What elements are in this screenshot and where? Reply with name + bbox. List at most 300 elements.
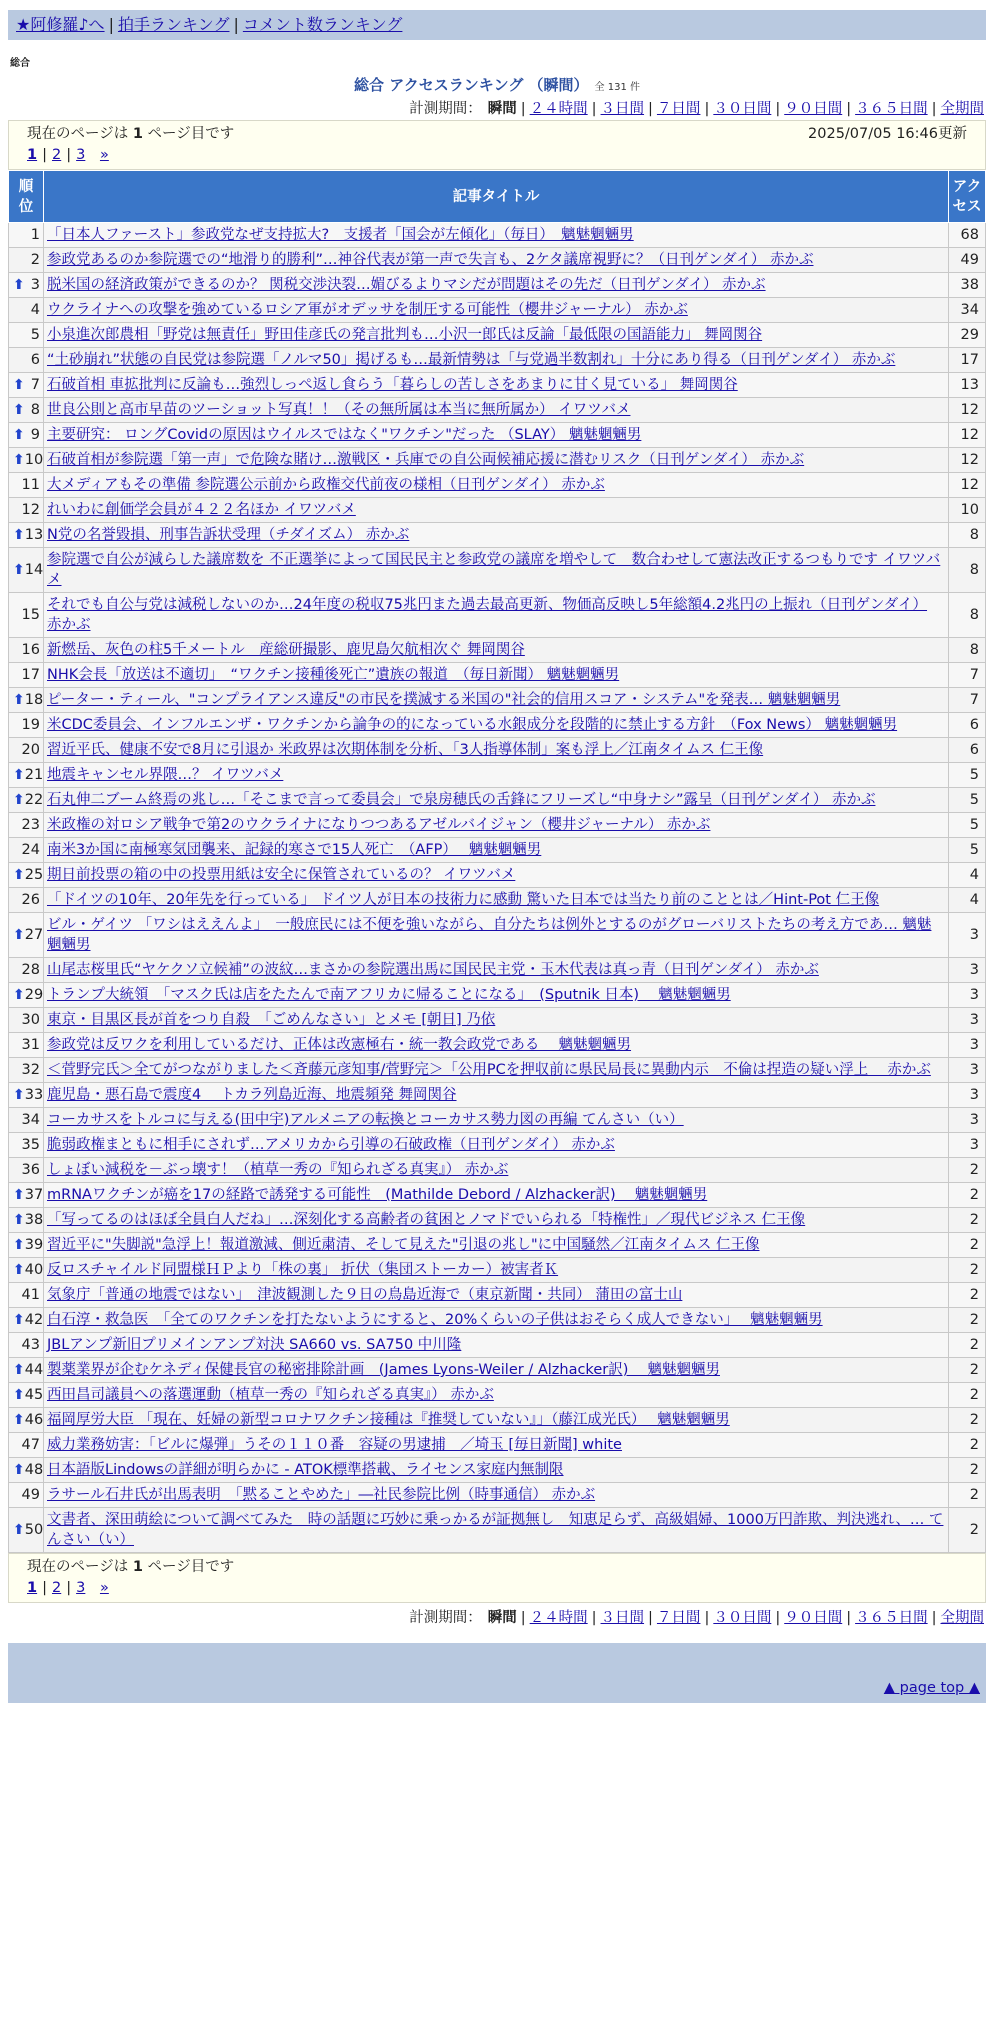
page-top-bar [8,1673,986,1703]
rank-number: 1 [30,227,40,243]
table-row [9,1183,986,1208]
rank-number: 45 [24,1387,44,1403]
page-link-2[interactable]: 2 [51,147,62,163]
article-link[interactable]: しょぼい減税を－ぶっ壊す！（植草一秀の『知られざる真実』） 赤かぶ [47,1162,509,1178]
rank-up-arrow-icon: ⬆ [13,1237,25,1253]
page-link-current[interactable]: 1 [27,1580,38,1596]
article-link[interactable]: れいわに創価学会員が４２２名ほか イワツバメ [47,502,356,518]
rank-cell [9,423,44,448]
page-separator: | [66,147,72,163]
rank-cell [9,1358,44,1383]
rank-number: 19 [21,717,40,733]
next-page-link[interactable]: » [99,1580,109,1596]
rank-number: 30 [21,1012,40,1028]
access-count: 2 [949,1158,986,1183]
table-row [9,1083,986,1108]
access-count: 4 [949,888,986,913]
article-link[interactable]: 福岡厚労大臣 「現在、妊婦の新型コロナワクチン接種は『推奨していない』」（藤江成光氏） 魑魅魍魎男 [47,1412,730,1428]
period-option-4[interactable]: ９０日間 [784,101,843,117]
access-count: 13 [949,373,986,398]
table-row [9,813,986,838]
access-count: 2 [949,1458,986,1483]
comment-ranking-link[interactable]: コメント数ランキング [242,15,403,34]
page-link-3[interactable]: 3 [76,1580,86,1596]
access-count: 5 [949,788,986,813]
table-row [9,738,986,763]
period-separator: | [520,1610,526,1626]
rank-cell [9,1433,44,1458]
article-link[interactable]: 米政権の対ロシア戦争で第2のウクライナになりつつあるアゼルバイジャン（櫻井ジャーナル） 赤かぶ [47,817,711,833]
period-label: 計測期間： [409,101,482,117]
rank-up-arrow-icon: ⬆ [13,452,25,468]
rank-number: 32 [21,1062,40,1078]
rank-cell [9,763,44,788]
rank-number: 20 [21,742,40,758]
article-link[interactable]: “土砂崩れ”状態の自民党は参院選「ノルマ50」掲げるも…最新情勢は「与党過半数割れ」十分にあり得る（日刊ゲンダイ） 赤かぶ [47,352,896,368]
article-link[interactable]: 反ロスチャイルド同盟様ＨＰより「株の裏」 折伏（集団ストーカー）被害者Ｋ [47,1262,559,1278]
article-link[interactable]: ビル・ゲイツ 「ワシはええんよ」 一般庶民には不便を強いながら、自分たちは例外とするのがグローバリストたちの考え方であ… 魑魅魍魎男 [47,917,932,953]
rank-number: 28 [21,962,40,978]
article-link[interactable]: 山尾志桜里氏“ヤケクソ立候補”の波紋…まさかの参院選出馬に国民民主党・玉木代表は真っ青（日刊ゲンダイ） 赤かぶ [47,962,819,978]
rank-number: 14 [24,562,44,578]
access-count: 17 [949,348,986,373]
page-link-2[interactable]: 2 [51,1580,62,1596]
article-link[interactable]: NHK会長「放送は不適切」 “ワクチン接種後死亡”遺族の報道 （毎日新聞） 魑魅魍魎男 [47,667,620,683]
title-cell [44,548,949,593]
rank-cell [9,1008,44,1033]
title-cell [44,398,949,423]
rank-cell [9,663,44,688]
period-selector-top [8,98,986,120]
period-current: 瞬間 [487,101,517,117]
rank-cell [9,888,44,913]
period-label: 計測期間： [409,1610,482,1626]
article-link[interactable]: 日本語版Lindowsの詳細が明らかに - ATOK標準搭載、ライセンス家庭内無制限 [47,1462,564,1478]
page-separator: | [42,147,47,163]
rank-cell [9,1158,44,1183]
pager-bottom [8,1553,986,1603]
access-count: 38 [949,273,986,298]
period-option-1[interactable]: ３日間 [600,1610,645,1626]
rank-cell [9,1333,44,1358]
rank-cell [9,1458,44,1483]
title-cell [44,788,949,813]
period-selector-bottom [8,1607,986,1629]
access-count: 3 [949,1058,986,1083]
article-link[interactable]: 文書者、深田萌絵について調べてみた 時の話題に巧妙に乗っかるが証拠無し 知恵足らず、高級娼婦、1000万円詐欺、判決逃れ、… てんさい（い） [47,1512,944,1548]
table-row [9,1308,986,1333]
rank-number: 38 [24,1212,44,1228]
rank-number: 3 [30,277,40,293]
article-link[interactable]: トランプ大統領 「マスク氏は店をたたんで南アフリカに帰ることになる」 (Sputnik 日本) 魑魅魍魎男 [47,987,731,1003]
title-cell [44,1508,949,1553]
table-row [9,348,986,373]
table-row [9,1158,986,1183]
table-row [9,1483,986,1508]
access-count: 2 [949,1433,986,1458]
article-link[interactable]: それでも自公与党は減税しないのか…24年度の税収75兆円また過去最高更新、物価高反映し5年総額4.2兆円の上振れ（日刊ゲンダイ） 赤かぶ [47,597,928,633]
rank-cell [9,1133,44,1158]
access-count: 3 [949,983,986,1008]
article-link[interactable]: JBLアンプ新旧プリメインアンプ対決 SA660 vs. SA750 中川隆 [47,1337,462,1353]
article-link[interactable]: 西田昌司議員への落選運動（植草一秀の『知られざる真実』） 赤かぶ [47,1387,494,1403]
title-cell [44,1333,949,1358]
rank-cell [9,593,44,638]
rank-number: 21 [24,767,44,783]
period-option-0[interactable]: ２４時間 [529,101,588,117]
title-cell [44,1358,949,1383]
rank-number: 48 [24,1462,44,1478]
access-count: 29 [949,323,986,348]
rank-number: 15 [21,607,40,623]
access-count: 2 [949,1358,986,1383]
article-link[interactable]: 白石淳・救急医 「全てのワクチンを打たないようにすると、20%くらいの子供はおそらく成人できない」 魑魅魍魎男 [47,1312,823,1328]
article-link[interactable]: 期日前投票の箱の中の投票用紙は安全に保管されているの？ イワツバメ [47,867,516,883]
total-count: 全 131 件 [594,82,640,93]
rank-cell [9,348,44,373]
article-link[interactable]: 「日本人ファースト」参政党なぜ支持拡大? 支援者「国会が左傾化」（毎日） 魑魅魍魎男 [47,227,634,243]
rank-number: 13 [24,527,44,543]
table-row [9,1408,986,1433]
page-status-number: 1 [132,126,143,142]
rank-number: 47 [21,1437,40,1453]
title-cell [44,888,949,913]
article-link[interactable]: 「写ってるのはほぼ全員白人だね」…深刻化する高齢者の貧困とノマドでいられる「特権性」／現代ビジネス 仁王像 [47,1212,806,1228]
rank-number: 35 [21,1137,40,1153]
rank-number: 4 [30,302,40,318]
title-cell [44,1208,949,1233]
title-cell [44,498,949,523]
title-cell [44,1258,949,1283]
rank-number: 42 [24,1312,44,1328]
period-option-2[interactable]: ７日間 [656,101,701,117]
article-link[interactable]: 脆弱政権まともに相手にされず…アメリカから引導の石破政権（日刊ゲンダイ） 赤かぶ [47,1137,615,1153]
rank-cell [9,1483,44,1508]
access-count: 12 [949,423,986,448]
article-link[interactable]: 気象庁「普通の地震ではない」 津波観測した９日の鳥島近海で（東京新聞・共同） 蒲田の富士山 [47,1287,683,1303]
rank-number: 24 [21,842,40,858]
title-cell [44,1283,949,1308]
table-row [9,1508,986,1553]
table-row [9,1233,986,1258]
rank-up-arrow-icon: ⬆ [13,427,25,443]
access-count: 2 [949,1308,986,1333]
rank-cell [9,1408,44,1433]
title-cell [44,223,949,248]
table-row [9,1133,986,1158]
access-count: 2 [949,1208,986,1233]
rank-number: 34 [21,1112,40,1128]
rank-up-arrow-icon: ⬆ [13,562,25,578]
title-cell [44,448,949,473]
rank-number: 33 [24,1087,44,1103]
rank-up-arrow-icon: ⬆ [13,1212,25,1228]
rank-number: 11 [21,477,40,493]
title-cell [44,1083,949,1108]
article-link[interactable]: 米CDC委員会、インフルエンザ・ワクチンから論争の的になっている水銀成分を段階的に禁止する方針 （Fox News） 魑魅魍魎男 [47,717,898,733]
rank-cell [9,958,44,983]
access-count: 2 [949,1383,986,1408]
article-link[interactable]: 東京・目黒区長が首をつり自殺 「ごめんなさい」とメモ [朝日] 乃依 [47,1012,496,1028]
rank-number: 22 [24,792,44,808]
access-count: 3 [949,958,986,983]
rank-up-arrow-icon: ⬆ [13,927,25,943]
article-link[interactable]: 製薬業界が企むケネディ保健長官の秘密排除計画 (James Lyons-Weiler / Alzhacker訳) 魑魅魍魎男 [47,1362,720,1378]
period-option-6[interactable]: 全期間 [940,1610,984,1626]
page-separator: | [66,1580,72,1596]
page-link-current[interactable]: 1 [27,147,38,163]
title-cell [44,1133,949,1158]
page-links [27,1578,967,1599]
period-separator: | [931,1610,937,1626]
access-count: 2 [949,1258,986,1283]
rank-number: 37 [24,1187,44,1203]
access-count: 8 [949,548,986,593]
period-option-5[interactable]: ３６５日間 [855,101,928,117]
title-cell [44,348,949,373]
rank-cell [9,398,44,423]
clap-ranking-link[interactable]: 拍手ランキング [117,15,230,34]
access-count: 2 [949,1508,986,1553]
rank-cell [9,863,44,888]
article-link[interactable]: 鹿児島・悪石島で震度4 トカラ列島近海、地震頻発 舞岡関谷 [47,1087,457,1103]
top-navigation [8,10,986,40]
rank-cell [9,1308,44,1333]
rank-cell [9,983,44,1008]
rank-number: 6 [30,352,40,368]
home-link[interactable]: ★阿修羅♪へ [16,15,105,34]
article-link[interactable]: ラサール石井氏が出馬表明 「黙ることやめた」―社民参院比例（時事通信） 赤かぶ [47,1487,596,1503]
table-row [9,913,986,958]
rank-number: 39 [24,1237,44,1253]
table-row [9,888,986,913]
nav-separator: | [108,15,114,34]
period-options [517,101,984,117]
article-link[interactable]: mRNAワクチンが癌を17の経路で誘発する可能性 (Mathilde Debord / Alzhacker訳) 魑魅魍魎男 [47,1187,708,1203]
rank-up-arrow-icon: ⬆ [13,277,25,293]
access-count: 7 [949,663,986,688]
rank-up-arrow-icon: ⬆ [13,402,25,418]
rank-cell [9,323,44,348]
period-option-4[interactable]: ９０日間 [784,1610,843,1626]
rank-number: 12 [21,502,40,518]
article-link[interactable]: 小泉進次郎農相「野党は無責任」野田佳彦氏の発言批判も…小沢一郎氏は反論「最低限の国語能力」 舞岡関谷 [47,327,763,343]
title-cell [44,1183,949,1208]
rank-cell [9,1258,44,1283]
rank-cell [9,1208,44,1233]
rank-cell [9,248,44,273]
rank-up-arrow-icon: ⬆ [13,987,25,1003]
title-cell [44,1008,949,1033]
updated-timestamp: 2025/07/05 16:46更新 [808,126,967,142]
rank-cell [9,1508,44,1553]
rank-up-arrow-icon: ⬆ [13,377,25,393]
access-count: 5 [949,813,986,838]
period-option-6[interactable]: 全期間 [940,101,984,117]
title-cell [44,1033,949,1058]
article-link[interactable]: 世良公則と高市早苗のツーショット写真！！（その無所属は本当に無所属か） イワツバメ [47,402,631,418]
table-row [9,1108,986,1133]
rank-number: 49 [21,1487,40,1503]
rank-number: 50 [24,1522,44,1538]
period-options [517,1610,984,1626]
article-link[interactable]: 石破首相が参院選「第一声」で危険な賭け…激戦区・兵庫での自公両候補応援に潜むリスク（日刊ゲンダイ） 赤かぶ [47,452,805,468]
table-row [9,763,986,788]
page-status-suffix: ページ目です [147,126,235,142]
table-row [9,1033,986,1058]
rank-cell [9,813,44,838]
rank-cell [9,523,44,548]
title-cell [44,983,949,1008]
article-link[interactable]: 「ドイツの10年、20年先を行っている」 ドイツ人が日本の技術力に感動 驚いた日本では当たり前のこととは／Hint-Pot 仁王像 [47,892,880,908]
access-count: 5 [949,838,986,863]
period-separator: | [775,101,781,117]
article-link[interactable]: 習近平氏、健康不安で8月に引退か 米政界は次期体制を分析、「3人指導体制」案も浮上／江南タイムス 仁王像 [47,742,764,758]
access-count: 2 [949,1483,986,1508]
title-cell [44,813,949,838]
article-link[interactable]: 主要研究： ロングCovidの原因はウイルスではなく"ワクチン"だった （SLAY） 魑魅魍魎男 [47,427,642,443]
section-label: 総合 [10,58,30,69]
col-title-header: 記事タイトル [44,171,949,223]
article-link[interactable]: ピーター・ティール、"コンプライアンス違反"の市民を撲滅する米国の"社会的信用スコア・システム"を発表… 魑魅魍魎男 [47,692,841,708]
page-separator: | [42,1580,47,1596]
title-cell [44,1483,949,1508]
rank-cell [9,838,44,863]
access-count: 2 [949,1333,986,1358]
rank-up-arrow-icon: ⬆ [13,527,25,543]
pager-top [8,120,986,170]
title-cell [44,323,949,348]
rank-number: 8 [30,402,40,418]
table-row [9,1283,986,1308]
article-link[interactable]: 威力業務妨害：「ビルに爆弾」うその１１０番 容疑の男逮捕 ／埼玉 [毎日新聞] white [47,1437,622,1453]
rank-up-arrow-icon: ⬆ [13,1387,25,1403]
access-count: 12 [949,398,986,423]
access-count: 12 [949,473,986,498]
access-count: 7 [949,688,986,713]
rank-cell [9,1183,44,1208]
page-title [8,75,986,98]
period-option-3[interactable]: ３０日間 [713,1610,772,1626]
period-separator: | [775,1610,781,1626]
title-cell [44,248,949,273]
rank-number: 16 [21,642,40,658]
article-link[interactable]: 大メディアもその準備 参院選公示前から政権交代前夜の様相（日刊ゲンダイ） 赤かぶ [47,477,605,493]
period-option-2[interactable]: ７日間 [656,1610,701,1626]
page-links [27,145,967,166]
page-top-link[interactable]: ▲ page top ▲ [883,1680,980,1696]
table-row [9,593,986,638]
rank-cell [9,1058,44,1083]
rank-up-arrow-icon: ⬆ [13,792,25,808]
article-link[interactable]: 地震キャンセル界隈…？ イワツバメ [47,767,284,783]
table-row [9,983,986,1008]
access-count: 2 [949,1233,986,1258]
article-link[interactable]: ウクライナへの攻撃を強めているロシア軍がオデッサを制圧する可能性（櫻井ジャーナル） 赤かぶ [47,302,688,318]
period-separator: | [846,1610,852,1626]
access-count: 8 [949,593,986,638]
article-link[interactable]: 新燃岳、灰色の柱5千メートル 産総研撮影、鹿児島欠航相次ぐ 舞岡関谷 [47,642,525,658]
table-row [9,1208,986,1233]
rank-number: 43 [21,1337,40,1353]
article-link[interactable]: 南米3か国に南極寒気団襲来、記録的寒さで15人死亡 （AFP） 魑魅魍魎男 [47,842,542,858]
rank-cell [9,548,44,593]
table-row [9,1383,986,1408]
access-count: 2 [949,1183,986,1208]
table-row [9,1358,986,1383]
title-cell [44,273,949,298]
access-count: 68 [949,223,986,248]
title-cell [44,1108,949,1133]
table-row [9,958,986,983]
rank-number: 36 [21,1162,40,1178]
rank-up-arrow-icon: ⬆ [13,1312,25,1328]
page-link-3[interactable]: 3 [76,147,86,163]
period-option-5[interactable]: ３６５日間 [855,1610,928,1626]
article-link[interactable]: 石破首相 車拡批判に反論も…強烈しっぺ返し食らう「暮らしの苦しさをあまりに甘く見ている」 舞岡関谷 [47,377,738,393]
period-option-0[interactable]: ２４時間 [529,1610,588,1626]
period-option-1[interactable]: ３日間 [600,101,645,117]
page-status-suffix: ページ目です [147,1559,235,1575]
article-link[interactable]: コーカサスをトルコに与える(田中宇)アルメニアの転換とコーカサス勢力図の再編 てんさい（い） [47,1112,684,1128]
article-link[interactable]: 脱米国の経済政策ができるのか？ 関税交渉決裂…媚びるよりマシだが問題はその先だ（日刊ゲンダイ） 赤かぶ [47,277,766,293]
rank-up-arrow-icon: ⬆ [13,767,25,783]
title-cell [44,958,949,983]
article-link[interactable]: 参院選で自公が減らした議席数を 不正選挙によって国民民主と参政党の議席を増やして 数合わせして憲法改正するつもりです イワツバメ [47,552,941,588]
period-separator: | [591,101,597,117]
rank-number: 5 [30,327,40,343]
rank-up-arrow-icon: ⬆ [13,1522,25,1538]
rank-cell [9,1033,44,1058]
rank-cell [9,473,44,498]
access-count: 6 [949,738,986,763]
title-cell [44,593,949,638]
title-cell [44,473,949,498]
article-link[interactable]: 参政党あるのか参院選での“地滑り的勝利”…神谷代表が第一声で失言も、2ケタ議席視野に？（日刊ゲンダイ） 赤かぶ [47,252,814,268]
article-link[interactable]: 石丸伸二ブーム終焉の兆し…「そこまで言って委員会」で泉房穂氏の舌鋒にフリーズし“中身ナシ”露呈（日刊ゲンダイ） 赤かぶ [47,792,876,808]
article-link[interactable]: N党の名誉毀損、刑事告訴状受理（チダイズム） 赤かぶ [47,527,410,543]
page-title-text: 総合 アクセスランキング （瞬間） [354,76,589,94]
table-row [9,223,986,248]
title-cell [44,373,949,398]
table-row [9,1008,986,1033]
table-row [9,398,986,423]
article-link[interactable]: 参政党は反ワクを利用しているだけ、正体は改憲極右・統一教会政党である 魑魅魍魎男 [47,1037,632,1053]
access-count: 8 [949,638,986,663]
access-count: 49 [949,248,986,273]
page-status-number: 1 [132,1559,143,1575]
table-row [9,473,986,498]
period-current: 瞬間 [487,1610,517,1626]
title-cell [44,1308,949,1333]
access-count: 12 [949,448,986,473]
period-separator: | [704,1610,710,1626]
title-cell [44,423,949,448]
rank-cell [9,788,44,813]
table-row [9,838,986,863]
article-link[interactable]: ＜菅野完氏＞全てがつながりました＜斉藤元彦知事/菅野完＞「公用PCを押収前に県民局長に異動内示 不倫は捏造の疑い浮上 赤かぶ [47,1062,931,1078]
period-separator: | [648,101,653,117]
period-option-3[interactable]: ３０日間 [713,101,772,117]
rank-number: 44 [24,1362,44,1378]
access-count: 2 [949,1408,986,1433]
article-link[interactable]: 習近平に"失脚説"急浮上！報道激減、側近粛清、そして見えた"引退の兆し"に中国騒然／江南タイムス 仁王像 [47,1237,760,1253]
table-row [9,1433,986,1458]
next-page-link[interactable]: » [99,147,109,163]
rank-number: 10 [24,452,44,468]
access-count: 3 [949,1033,986,1058]
title-cell [44,1458,949,1483]
